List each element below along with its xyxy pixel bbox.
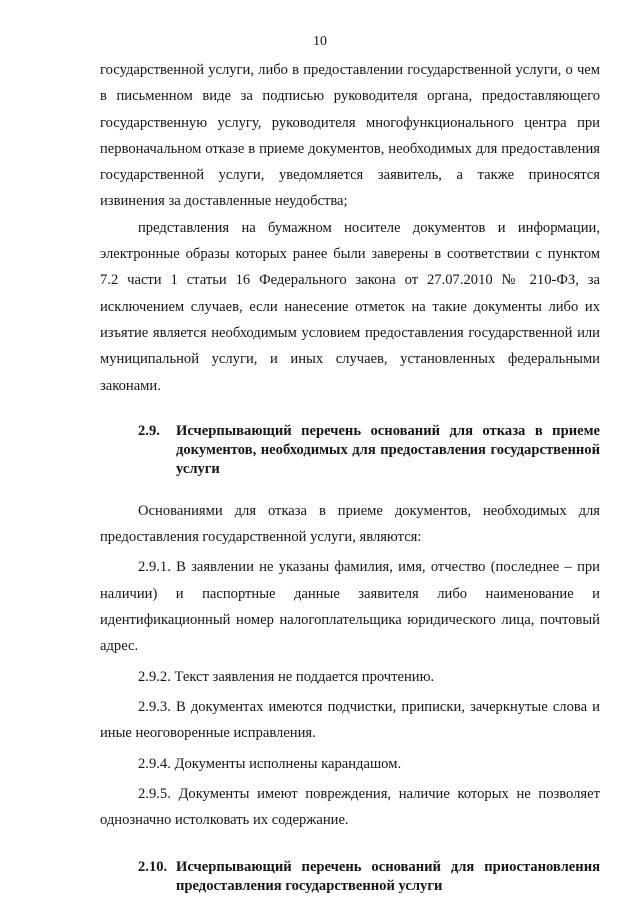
paragraph-2-9-4: 2.9.4. Документы исполнены карандашом.	[138, 755, 402, 772]
paragraph-2-9-2: 2.9.2. Текст заявления не поддается прочтению.	[138, 668, 435, 685]
paragraph-paper-documents: представления на бумажном носителе документов и информации, электронные образы которых ранее были заверены в соответствии с пунктом 7.2 части 1 статьи 16 Федерального закона от 27.07.2010 № 210-ФЗ, за исключением случаев, если нанесение отметок на такие документы либо их изъятие является необходимым условием предоставления государственной или муниципальной услуги, и иных случаев, установленных федеральными законами.	[100, 219, 600, 394]
section-title: Исчерпывающий перечень оснований для отказа в приеме документов, необходимых для предоставления государственной услуги	[176, 422, 600, 477]
paragraph-2-9-3: 2.9.3. В документах имеются подчистки, приписки, зачеркнутые слова и иные неоговоренные исправления.	[100, 698, 600, 742]
page-number: 10	[313, 34, 327, 49]
paragraph-continuation: государственной услуги, либо в предоставлении государственной услуги, о чем в письменном виде за подписью руководителя органа, предоставляющего государственную услугу, руководителя многофункционального центра при первоначальном отказе в приеме документов, необходимых для предоставления государственной услуги, уведомляется заявитель, а также приносятся извинения за доставленные неудобства;	[100, 62, 600, 210]
section-title: Исчерпывающий перечень оснований для приостановления предоставления государственной услуги	[176, 859, 600, 895]
section-heading-2-9	[100, 422, 600, 479]
section-number: 2.10.	[138, 859, 168, 876]
paragraph-2-9-1: 2.9.1. В заявлении не указаны фамилия, имя, отчество (последнее – при наличии) и паспортные данные заявителя либо наименование и идентификационный номер налогоплательщика юридического лица, почтовый адрес.	[100, 559, 600, 655]
document-body	[100, 57, 600, 896]
section-number: 2.9.	[138, 422, 160, 439]
paragraph-grounds-intro: Основаниями для отказа в приеме документов, необходимых для предоставления государственной услуги, являются:	[100, 502, 600, 546]
section-heading-2-10	[100, 858, 600, 896]
paragraph-2-9-5: 2.9.5. Документы имеют повреждения, наличие которых не позволяет однозначно истолковать их содержание.	[100, 785, 600, 829]
